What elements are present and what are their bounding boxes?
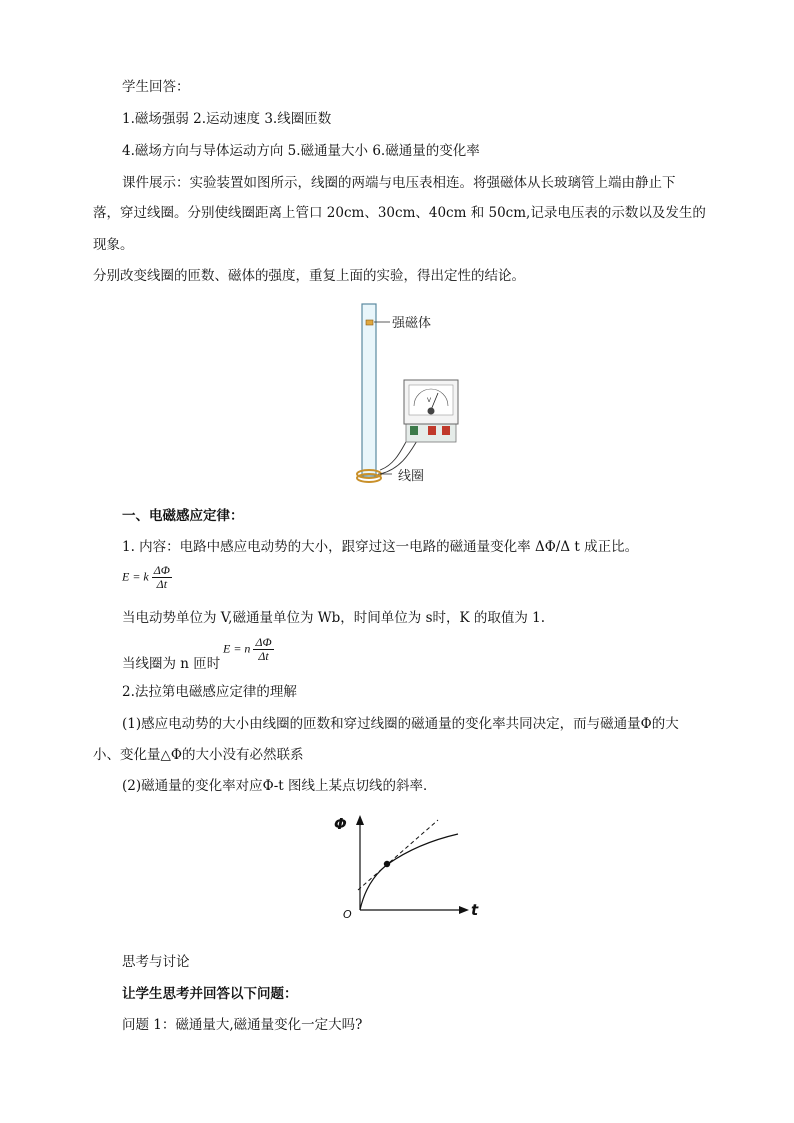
flux-curve xyxy=(360,834,458,910)
origin-label: O xyxy=(343,908,352,921)
magnet-label: 强磁体 xyxy=(392,316,432,331)
formula-emf-k-fraction xyxy=(152,564,172,591)
section-heading: 一、电磁感应定律： xyxy=(122,508,244,524)
courseware-line-2: 落，穿过线圈。分别使线圈距离上管口 20cm、30cm、40cm 和 50cm,记录电压表的示数以及发生的 xyxy=(93,205,706,221)
courseware-line-3: 现象。 xyxy=(93,237,134,253)
answer-line-1: 1.磁场强弱 2.运动速度 3.线圈匝数 xyxy=(122,111,332,127)
discussion-title: 思考与讨论 xyxy=(122,954,190,970)
formula-emf-k-denominator: Δt xyxy=(156,577,168,591)
n-turns-text: 当线圈为 n 匝时 xyxy=(122,656,221,672)
understanding-item-1-line-2: 小、变化量△Φ的大小没有必然联系 xyxy=(93,747,304,763)
tangent-point xyxy=(384,861,390,867)
formula-emf-k xyxy=(122,564,172,591)
students-answer-label: 学生回答： xyxy=(122,79,190,95)
question-1: 问题 1：磁通量大,磁通量变化一定大吗? xyxy=(122,1017,363,1033)
strong-magnet xyxy=(366,320,373,325)
formula-emf-n xyxy=(223,636,274,663)
coil-label: 线圈 xyxy=(398,469,425,484)
answer-line-2: 4.磁场方向与导体运动方向 5.磁通量大小 6.磁通量的变化率 xyxy=(122,143,480,159)
formula-emf-k-numerator: ΔΦ xyxy=(153,563,170,577)
glass-tube xyxy=(362,304,376,476)
tangent-line xyxy=(358,820,438,890)
formula-emf-n-denominator: Δt xyxy=(258,649,269,663)
voltmeter xyxy=(404,380,458,442)
law-content: 1. 内容：电路中感应电动势的大小，跟穿过这一电路的磁通量变化率 ΔΦ/Δ t 成正比。 xyxy=(122,539,639,555)
formula-emf-k-lhs: E = k xyxy=(122,569,149,584)
y-axis-arrow xyxy=(356,815,364,825)
voltmeter-letter: V xyxy=(427,397,432,404)
understanding-heading: 2.法拉第电磁感应定律的理解 xyxy=(122,684,297,700)
formula-emf-n-fraction xyxy=(253,636,273,663)
x-axis-label: t xyxy=(471,901,479,919)
flux-time-graph xyxy=(328,812,488,924)
experiment-apparatus-figure xyxy=(340,298,480,490)
repeat-experiment-line: 分别改变线圈的匝数、磁体的强度，重复上面的实验，得出定性的结论。 xyxy=(93,268,525,284)
courseware-line-1: 课件展示：实验装置如图所示，线圈的两端与电压表相连。将强磁体从长玻璃管上端由静止下 xyxy=(122,175,676,191)
x-axis-arrow xyxy=(459,906,469,914)
formula-emf-n-numerator: ΔΦ xyxy=(255,635,272,649)
formula-emf-n-lhs: E = n xyxy=(223,641,251,656)
y-axis-label: Φ xyxy=(334,815,347,833)
understanding-item-1-line-1: (1)感应电动势的大小由线圈的匝数和穿过线圈的磁通量的变化率共同决定，而与磁通量Φ的大 xyxy=(122,716,679,732)
understanding-item-2: (2)磁通量的变化率对应Φ-t 图线上某点切线的斜率． xyxy=(122,778,437,794)
units-note: 当电动势单位为 V,磁通量单位为 Wb，时间单位为 s时，K 的取值为 1. xyxy=(122,610,546,626)
discussion-prompt: 让学生思考并回答以下问题： xyxy=(122,986,298,1002)
